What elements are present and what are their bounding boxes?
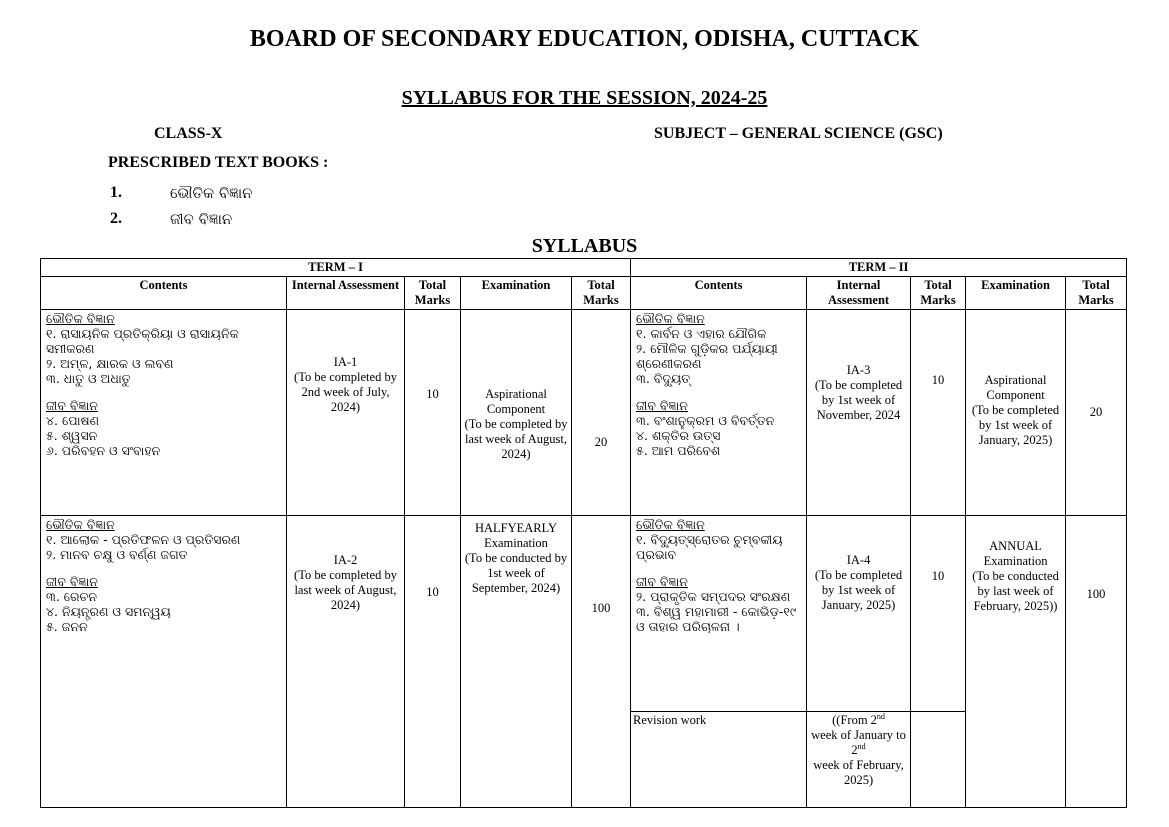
subject-label: SUBJECT – GENERAL SCIENCE (GSC) <box>654 125 943 142</box>
list-item: ୧. ବିଦ୍ୟୁତ୍‌ସ୍ରୋତର ଚୁମ୍ବକୀୟ ପ୍ରଭାବ <box>636 532 783 562</box>
col-header-examination: Examination <box>966 277 1066 310</box>
ia-cell <box>287 516 405 808</box>
exam-cell <box>966 310 1066 516</box>
list-item: ୧. କାର୍ବନ ଓ ଏହାର ଯୌଗିକ <box>636 326 767 341</box>
exam-marks-cell <box>572 310 631 516</box>
book-name-2 <box>170 210 232 229</box>
ia-marks-cell <box>405 516 461 808</box>
list-item: ୩. ଧାତୁ ଓ ଅଧାତୁ <box>46 371 131 386</box>
list-item: ୪. ନିୟନ୍ତ୍ରଣ ଓ ସମନ୍ୱୟ <box>46 604 171 619</box>
ia-note: (To be completed by 1st week of January, 2025) <box>814 568 903 612</box>
ia-cell <box>807 516 911 712</box>
term-1-header: TERM – I <box>41 259 631 277</box>
term2-block1-contents <box>631 310 807 516</box>
ia-cell <box>287 310 405 516</box>
col-header-contents: Contents <box>631 277 807 310</box>
session-title: SYLLABUS FOR THE SESSION, 2024-25 <box>401 87 768 109</box>
revision-period: ((From 2nd week of January to 2nd week of February, 2025) <box>811 711 906 787</box>
ia-marks: 10 <box>426 387 439 401</box>
biology-heading: ଜୀବ ବିଜ୍ଞାନ <box>46 574 98 589</box>
list-item: ୬. ପରିବହନ ଓ ସଂବାହନ <box>46 443 161 458</box>
list-item: ୩. ବିଶ୍ୱ ମହାମାରୀ - କୋଭିଡ଼-୧୯ ଓ ତାହାର ପରିଚାଳନା । <box>636 604 797 634</box>
exam-marks-cell <box>1066 310 1127 516</box>
book-name: ଭୌତିକ ବିଜ୍ଞାନ <box>170 184 253 202</box>
ia-marks: 10 <box>931 569 945 583</box>
exam-marks: 20 <box>594 435 608 449</box>
ia-label: IA-2 <box>333 553 358 567</box>
list-item: ୨. ଅମ୍ଳ, କ୍ଷାରକ ଓ ଲବଣ <box>46 356 174 371</box>
book-name-1 <box>170 184 252 203</box>
list-item: ୪. ପୋଷଣ <box>46 413 100 428</box>
biology-heading: ଜୀବ ବିଜ୍ଞାନ <box>636 574 688 589</box>
exam-label: HALFYEARLY <box>474 521 558 535</box>
exam-note: (To be completed by 1st week of January, 2025) <box>971 403 1060 447</box>
list-item: ୧. ଆଲୋକ - ପ୍ରତିଫଳନ ଓ ପ୍ରତିସରଣ <box>46 532 241 547</box>
exam-note: (To be conducted by last week of February, 2025)) <box>972 569 1059 613</box>
exam-note: (To be completed by last week of August, 2024) <box>464 417 568 461</box>
ia-label: IA-3 <box>846 363 871 377</box>
book-number: 1. <box>110 184 122 201</box>
exam-sub: Examination <box>484 536 548 550</box>
exam-cell <box>461 516 572 808</box>
empty-cell <box>911 712 966 808</box>
ia-label: IA-1 <box>333 355 358 369</box>
list-item: ୩. ରେଚନ <box>46 589 98 604</box>
list-item: ୨. ପ୍ରାକୃତିକ ସମ୍ପଦର ସଂରକ୍ଷଣ <box>636 589 791 604</box>
syllabus-table <box>40 258 1127 808</box>
prescribed-books-heading: PRESCRIBED TEXT BOOKS : <box>108 154 329 171</box>
biology-heading: ଜୀବ ବିଜ୍ଞାନ <box>46 398 98 413</box>
col-header-internal: Internal Assessment <box>807 277 911 310</box>
exam-marks: 100 <box>591 601 611 615</box>
physics-heading: ଭୌତିକ ବିଜ୍ଞାନ <box>46 311 115 326</box>
list-item: ୫. ଶ୍ୱସନ <box>46 428 98 443</box>
col-header-total-marks: Total Marks <box>1066 277 1127 310</box>
ia-note: (To be completed by 2nd week of July, 2024) <box>294 370 397 414</box>
revision-period-cell <box>807 712 911 808</box>
exam-cell <box>461 310 572 516</box>
term1-block1-contents <box>41 310 287 516</box>
col-header-contents: Contents <box>41 277 287 310</box>
book-number: 2. <box>110 210 122 227</box>
list-item: ୧. ରାସାୟନିକ ପ୍ରତିକ୍ରିୟା ଓ ରାସାୟନିକ ସମୀକରଣ <box>46 326 239 356</box>
col-header-internal: Internal Assessment <box>287 277 405 310</box>
col-header-examination: Examination <box>461 277 572 310</box>
book-item-1 <box>110 184 122 202</box>
list-item: ୫. ଜନନ <box>46 619 88 634</box>
ia-marks: 10 <box>426 585 439 599</box>
revision-label: Revision work <box>633 713 707 727</box>
list-item: ୩. ବଂଶାନୁକ୍ରମ ଓ ବିବର୍ତ୍ତନ <box>636 413 775 428</box>
class-label: CLASS-X <box>154 125 223 142</box>
ia-note: (To be completed by 1st week of November, 2024 <box>814 378 903 422</box>
exam-marks-cell <box>572 516 631 808</box>
list-item: ୨. ମୌଳିକ ଗୁଡ଼ିକର ପର୍ଯ୍ୟାୟୀ ଶ୍ରେଣୀକରଣ <box>636 341 778 371</box>
exam-label: Aspirational Component <box>984 373 1047 402</box>
exam-sub: Examination <box>983 554 1048 568</box>
ia-marks-cell <box>405 310 461 516</box>
ia-marks-cell <box>911 310 966 516</box>
ia-note: (To be completed by last week of August, 2024) <box>294 568 397 612</box>
ia-marks: 10 <box>931 373 945 387</box>
list-item: ୨. ମାନବ ଚକ୍ଷୁ ଓ ବର୍ଣ୍ଣ ଜଗତ <box>46 547 188 562</box>
col-header-total-marks: Total Marks <box>405 277 461 310</box>
term2-block2-contents <box>631 516 807 712</box>
term1-block2-contents <box>41 516 287 808</box>
biology-heading: ଜୀବ ବିଜ୍ଞାନ <box>636 398 688 413</box>
list-item: ୩. ବିଦ୍ୟୁତ୍ <box>636 371 691 386</box>
exam-label: ANNUAL <box>989 539 1042 553</box>
exam-marks-cell <box>1066 516 1127 808</box>
physics-heading: ଭୌତିକ ବିଜ୍ଞାନ <box>636 517 705 532</box>
ia-marks-cell <box>911 516 966 712</box>
ia-cell <box>807 310 911 516</box>
list-item: ୪. ଶକ୍ତିର ଉତ୍ସ <box>636 428 721 443</box>
exam-marks: 100 <box>1086 587 1106 601</box>
board-title: BOARD OF SECONDARY EDUCATION, ODISHA, CUTTACK <box>249 26 920 52</box>
book-name: ଜୀବ ବିଜ୍ଞାନ <box>170 210 233 228</box>
list-item: ୫. ଆମ ପରିବେଶ <box>636 443 721 458</box>
exam-cell <box>966 516 1066 808</box>
exam-note: (To be conducted by 1st week of September, 2024) <box>464 551 568 595</box>
book-item-2 <box>110 210 122 228</box>
syllabus-heading: SYLLABUS <box>531 235 638 257</box>
ia-label: IA-4 <box>846 553 871 567</box>
col-header-total-marks: Total Marks <box>911 277 966 310</box>
exam-label: Aspirational Component <box>485 387 547 416</box>
revision-label-cell <box>631 712 807 808</box>
col-header-total-marks: Total Marks <box>572 277 631 310</box>
exam-marks: 20 <box>1089 405 1103 419</box>
physics-heading: ଭୌତିକ ବିଜ୍ଞାନ <box>636 311 705 326</box>
term-2-header: TERM – II <box>631 259 1127 277</box>
physics-heading: ଭୌତିକ ବିଜ୍ଞାନ <box>46 517 115 532</box>
